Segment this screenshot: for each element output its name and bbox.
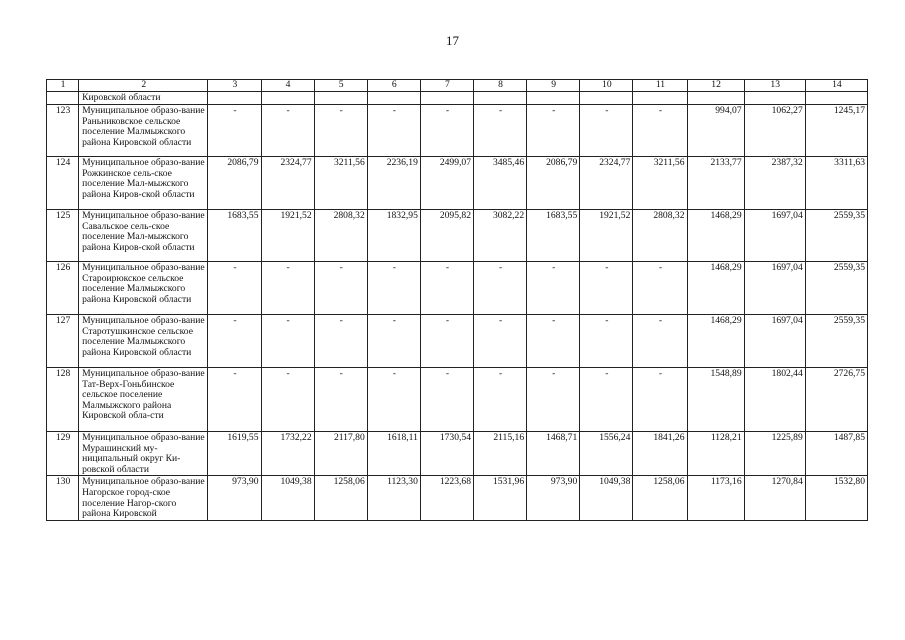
value-cell: 1683,55	[208, 210, 261, 262]
value-cell: -	[474, 262, 527, 315]
value-cell: -	[420, 368, 473, 432]
value-cell: 2324,77	[580, 157, 633, 210]
value-cell: 1531,96	[474, 476, 527, 520]
value-cell: 1468,71	[527, 432, 580, 476]
value-cell	[687, 92, 744, 105]
value-cell: 3211,56	[633, 157, 687, 210]
value-cell: -	[314, 368, 367, 432]
table-row	[47, 476, 868, 520]
value-cell: -	[633, 315, 687, 368]
row-number-cell: 124	[47, 157, 79, 210]
table-row	[47, 315, 868, 368]
value-cell: -	[474, 105, 527, 157]
municipality-name-cell: Муниципальное образо-вание Староирюкское сельское поселение Малмыжского района Кировской области	[79, 262, 208, 315]
value-cell: -	[580, 315, 633, 368]
value-cell	[580, 92, 633, 105]
value-cell: -	[633, 368, 687, 432]
column-number-header	[47, 80, 868, 92]
column-number-cell: 10	[580, 80, 633, 92]
value-cell: 3211,56	[314, 157, 367, 210]
column-number-cell: 14	[805, 80, 867, 92]
value-cell: 1556,24	[580, 432, 633, 476]
value-cell: 2726,75	[805, 368, 867, 432]
page-number: 17	[446, 33, 459, 48]
value-cell: 1619,55	[208, 432, 261, 476]
column-number-cell: 6	[367, 80, 420, 92]
municipality-name-cell: Муниципальное образо-вание Тат-Верх-Гоньбинское сельское поселение Малмыжского района Кировской обла-сти	[79, 368, 208, 432]
value-cell: -	[261, 315, 314, 368]
value-cell	[420, 92, 473, 105]
value-cell: -	[314, 262, 367, 315]
value-cell: -	[261, 262, 314, 315]
value-cell: 2324,77	[261, 157, 314, 210]
value-cell: 2559,35	[805, 315, 867, 368]
value-cell: 973,90	[527, 476, 580, 520]
value-cell: 1730,54	[420, 432, 473, 476]
value-cell: -	[208, 262, 261, 315]
value-cell: 2095,82	[420, 210, 473, 262]
value-cell: -	[580, 262, 633, 315]
value-cell: 1697,04	[744, 262, 805, 315]
municipality-name-cell: Муниципальное образо-вание Савальское сель-ское поселение Мал-мыжского района Киров-ской области	[79, 210, 208, 262]
value-cell: 2115,16	[474, 432, 527, 476]
column-number-cell: 8	[474, 80, 527, 92]
table-row	[47, 262, 868, 315]
value-cell: -	[580, 105, 633, 157]
value-cell: 1173,16	[687, 476, 744, 520]
table-row	[47, 105, 868, 157]
value-cell: 1270,84	[744, 476, 805, 520]
value-cell	[527, 92, 580, 105]
value-cell: 1732,22	[261, 432, 314, 476]
tariff-table	[46, 79, 868, 521]
value-cell: 3485,46	[474, 157, 527, 210]
value-cell: -	[580, 368, 633, 432]
value-cell: -	[527, 315, 580, 368]
value-cell: 1128,21	[687, 432, 744, 476]
column-number-cell: 2	[79, 80, 208, 92]
value-cell: 1049,38	[261, 476, 314, 520]
row-number-cell: 128	[47, 368, 79, 432]
value-cell	[805, 92, 867, 105]
value-cell: 1487,85	[805, 432, 867, 476]
row-number-cell: 126	[47, 262, 79, 315]
value-cell: 1618,11	[367, 432, 420, 476]
value-cell: 1921,52	[580, 210, 633, 262]
value-cell: 1468,29	[687, 262, 744, 315]
municipality-name-cell: Кировской области	[79, 92, 208, 105]
value-cell	[208, 92, 261, 105]
value-cell: -	[208, 368, 261, 432]
value-cell: 1049,38	[580, 476, 633, 520]
value-cell: -	[208, 105, 261, 157]
value-cell: 1223,68	[420, 476, 473, 520]
value-cell: 1532,80	[805, 476, 867, 520]
column-number-cell: 12	[687, 80, 744, 92]
value-cell: 1225,89	[744, 432, 805, 476]
value-cell: -	[527, 368, 580, 432]
value-cell: 1921,52	[261, 210, 314, 262]
value-cell: 1683,55	[527, 210, 580, 262]
municipality-name-cell: Муниципальное образо-вание Рожкинское сель-ское поселение Мал-мыжского района Киров-ской области	[79, 157, 208, 210]
row-number-cell: 129	[47, 432, 79, 476]
value-cell: 2086,79	[208, 157, 261, 210]
municipality-name-cell: Муниципальное образо-вание Старотушкинское сельское поселение Малмыжского района Кировской области	[79, 315, 208, 368]
column-number-cell: 9	[527, 80, 580, 92]
table-row	[47, 432, 868, 476]
value-cell: 994,07	[687, 105, 744, 157]
value-cell: -	[420, 315, 473, 368]
value-cell: 2236,19	[367, 157, 420, 210]
value-cell: 2808,32	[633, 210, 687, 262]
value-cell	[744, 92, 805, 105]
table-row	[47, 92, 868, 105]
value-cell: 2387,32	[744, 157, 805, 210]
value-cell: 1468,29	[687, 210, 744, 262]
column-number-cell: 11	[633, 80, 687, 92]
value-cell: 1841,26	[633, 432, 687, 476]
value-cell: 2499,07	[420, 157, 473, 210]
column-number-cell: 5	[314, 80, 367, 92]
value-cell: 1832,95	[367, 210, 420, 262]
column-number-cell: 7	[420, 80, 473, 92]
value-cell: -	[474, 315, 527, 368]
value-cell	[314, 92, 367, 105]
value-cell: 1062,27	[744, 105, 805, 157]
municipality-name-cell: Муниципальное образо-вание Раньниковское сельское поселение Малмыжского района Кировской области	[79, 105, 208, 157]
value-cell: -	[314, 315, 367, 368]
value-cell: -	[633, 262, 687, 315]
value-cell: 2117,80	[314, 432, 367, 476]
column-number-cell: 4	[261, 80, 314, 92]
value-cell: -	[367, 262, 420, 315]
row-number-cell	[47, 92, 79, 105]
value-cell: 1258,06	[314, 476, 367, 520]
value-cell	[261, 92, 314, 105]
value-cell: 1697,04	[744, 315, 805, 368]
value-cell: 1697,04	[744, 210, 805, 262]
table-row	[47, 210, 868, 262]
value-cell: 1245,17	[805, 105, 867, 157]
value-cell: -	[261, 368, 314, 432]
value-cell: -	[420, 105, 473, 157]
value-cell: 973,90	[208, 476, 261, 520]
table-row	[47, 157, 868, 210]
table-row	[47, 368, 868, 432]
value-cell: 2808,32	[314, 210, 367, 262]
row-number-cell: 127	[47, 315, 79, 368]
value-cell	[367, 92, 420, 105]
value-cell: -	[261, 105, 314, 157]
value-cell: 3082,22	[474, 210, 527, 262]
value-cell: 2559,35	[805, 262, 867, 315]
value-cell: 2559,35	[805, 210, 867, 262]
value-cell: -	[474, 368, 527, 432]
value-cell: -	[367, 368, 420, 432]
municipality-name-cell: Муниципальное образо-вание Мурашинский му-ниципальный округ Ки-ровской области	[79, 432, 208, 476]
value-cell: -	[208, 315, 261, 368]
row-number-cell: 125	[47, 210, 79, 262]
value-cell: 3311,63	[805, 157, 867, 210]
column-number-cell: 13	[744, 80, 805, 92]
row-number-cell: 130	[47, 476, 79, 520]
value-cell: -	[633, 105, 687, 157]
column-number-cell: 1	[47, 80, 79, 92]
value-cell: -	[420, 262, 473, 315]
value-cell: -	[527, 105, 580, 157]
value-cell: 1258,06	[633, 476, 687, 520]
value-cell	[474, 92, 527, 105]
value-cell: -	[314, 105, 367, 157]
municipality-name-cell: Муниципальное образо-вание Нагорское город-ское поселение Нагор-ского района Кировской	[79, 476, 208, 520]
value-cell: 1548,89	[687, 368, 744, 432]
value-cell: -	[367, 315, 420, 368]
value-cell: 2086,79	[527, 157, 580, 210]
column-number-cell: 3	[208, 80, 261, 92]
value-cell: 1802,44	[744, 368, 805, 432]
value-cell: 1468,29	[687, 315, 744, 368]
value-cell: -	[527, 262, 580, 315]
value-cell: -	[367, 105, 420, 157]
row-number-cell: 123	[47, 105, 79, 157]
value-cell: 1123,30	[367, 476, 420, 520]
value-cell	[633, 92, 687, 105]
value-cell: 2133,77	[687, 157, 744, 210]
